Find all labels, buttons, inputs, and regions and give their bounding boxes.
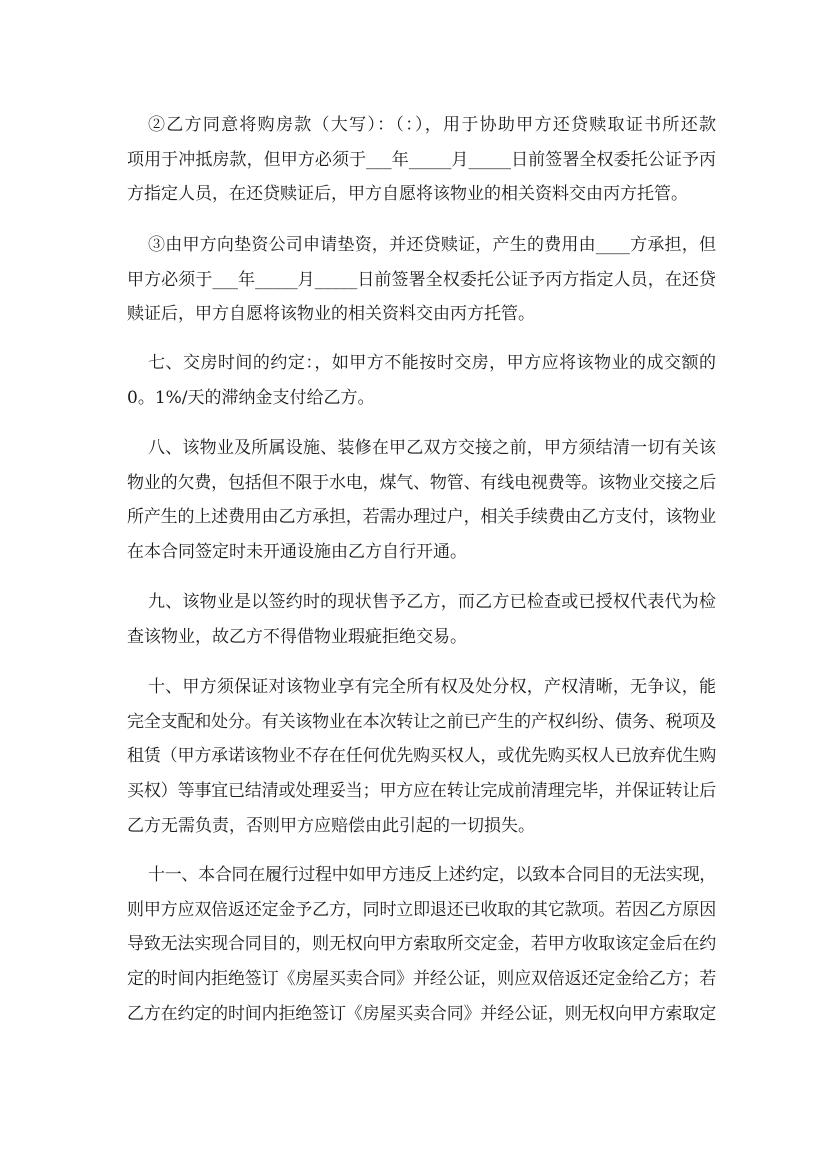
paragraph-line: 则甲方应双倍返还定金予乙方，同时立即退还已收取的其它款项。若因乙方原因	[127, 899, 716, 920]
paragraph-line: 赎证后，甲方自愿将该物业的相关资料交由丙方托管。	[127, 304, 535, 325]
paragraph-line: ②乙方同意将购房款（大写）：（：），用于协助甲方还贷赎取证书所还款	[148, 115, 716, 135]
paragraph-line: ③由甲方向垫资公司申请垫资，并还贷赎证，产生的费用由____方承担，但	[148, 235, 716, 255]
paragraph-line: 导致无法实现合同目的，则无权向甲方索取所交定金，若甲方收取该定金后在约	[127, 934, 716, 955]
paragraph-line: 买权）等事宜已结清或处理妥当；甲方应在转让完成前清理完毕，并保证转让后	[127, 781, 716, 802]
paragraph-line: 七、交房时间的约定：，如甲方不能按时交房，甲方应将该物业的成交额的	[148, 353, 716, 373]
paragraph-line: 甲方必须于___年_____月_____日前签署全权委托公证予丙方指定人员，在还贷	[127, 269, 716, 290]
paragraph-line: 乙方在约定的时间内拒绝签订《房屋买卖合同》并经公证，则无权向甲方索取定	[127, 1003, 716, 1024]
paragraph-line: 0。1%/天的滞纳金支付给乙方。	[127, 387, 375, 408]
paragraph-line: 十一、本合同在履行过程中如甲方违反上述约定，以致本合同目的无法实现，	[148, 865, 716, 885]
paragraph-line: 完全支配和处分。有关该物业在本次转让之前已产生的产权纠纷、债务、税项及	[127, 711, 716, 732]
paragraph-line: 所产生的上述费用由乙方承担，若需办理过户，相关手续费由乙方支付，该物业	[127, 507, 716, 528]
paragraph-line: 乙方无需负责，否则甲方应赔偿由此引起的一切损失。	[127, 815, 535, 836]
paragraph-line: 方指定人员，在还贷赎证后，甲方自愿将该物业的相关资料交由丙方托管。	[127, 184, 688, 205]
paragraph-line: 项用于冲抵房款，但甲方必须于___年_____月_____日前签署全权委托公证予丙	[127, 149, 716, 170]
paragraph-line: 在本合同签定时未开通设施由乙方自行开通。	[127, 542, 467, 563]
paragraph-line: 十、甲方须保证对该物业享有完全所有权及处分权，产权清晰，无争议，能	[148, 677, 716, 697]
paragraph-line: 定的时间内拒绝签订《房屋买卖合同》并经公证，则应双倍返还定金给乙方；若	[127, 969, 716, 990]
paragraph-line: 租赁（甲方承诺该物业不存在任何优先购买权人，或优先购买权人已放弃优生购	[127, 746, 716, 767]
paragraph-line: 九、该物业是以签约时的现状售予乙方，而乙方已检查或已授权代表代为检	[148, 592, 716, 612]
paragraph-line: 八、该物业及所属设施、装修在甲乙双方交接之前，甲方须结清一切有关该	[148, 438, 716, 458]
paragraph-line: 查该物业，故乙方不得借物业瑕疵拒绝交易。	[127, 626, 467, 647]
paragraph-line: 物业的欠费，包括但不限于水电，煤气、物管、有线电视费等。该物业交接之后	[127, 472, 716, 493]
